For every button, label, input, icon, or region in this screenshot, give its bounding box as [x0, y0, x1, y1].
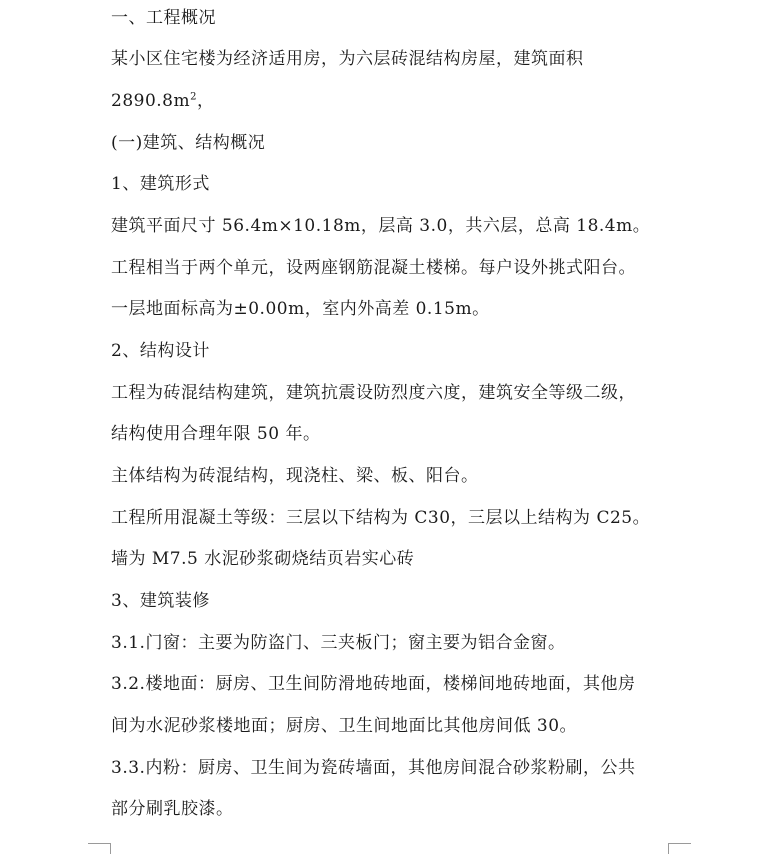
paragraph-line: 建筑平面尺寸 56.4m×10.18m，层高 3.0，共六层，总高 18.4m。: [111, 216, 651, 236]
paragraph-line: 某小区住宅楼为经济适用房，为六层砖混结构房屋，建筑面积: [111, 49, 584, 69]
paragraph-line: 3.3.内粉：厨房、卫生间为瓷砖墙面，其他房间混合砂浆粉刷，公共: [111, 758, 636, 778]
paragraph-line: 3.2.楼地面：厨房、卫生间防滑地砖地面，楼梯间地砖地面，其他房: [111, 674, 636, 694]
paragraph-line: 工程所用混凝土等级：三层以下结构为 C30，三层以上结构为 C25。: [111, 508, 651, 528]
heading-structural-design: 2、结构设计: [111, 341, 210, 361]
paragraph-line-area: [111, 90, 214, 112]
paragraph-line: 主体结构为砖混结构，现浇柱、梁、板、阳台。: [111, 466, 479, 486]
paragraph-line: 结构使用合理年限 50 年。: [111, 424, 321, 444]
area-superscript: 2: [190, 91, 197, 103]
paragraph-line: 一层地面标高为±0.00m，室内外高差 0.15m。: [111, 299, 490, 319]
page-margin-corner-mark-right: [668, 843, 691, 854]
area-value: 2890.8m: [111, 91, 191, 111]
heading-decoration: 3、建筑装修: [111, 591, 210, 611]
paragraph-line: 墙为 M7.5 水泥砂浆砌烧结页岩实心砖: [111, 549, 415, 569]
page-margin-corner-mark-left: [88, 843, 111, 854]
paragraph-line: 工程相当于两个单元，设两座钢筋混凝土楼梯。每户设外挑式阳台。: [111, 258, 636, 278]
paragraph-line: 3.1.门窗：主要为防盗门、三夹板门；窗主要为铝合金窗。: [111, 633, 566, 653]
paragraph-line: 工程为砖混结构建筑，建筑抗震设防烈度六度，建筑安全等级二级，: [111, 383, 636, 403]
heading-building-structure: (一)建筑、结构概况: [111, 133, 266, 153]
heading-building-form: 1、建筑形式: [111, 174, 210, 194]
paragraph-line: 间为水泥砂浆楼地面；厨房、卫生间地面比其他房间低 30。: [111, 716, 578, 736]
heading-project-overview: 一、工程概况: [111, 8, 216, 28]
area-suffix: ，: [196, 91, 215, 111]
paragraph-line: 部分刷乳胶漆。: [111, 799, 234, 819]
